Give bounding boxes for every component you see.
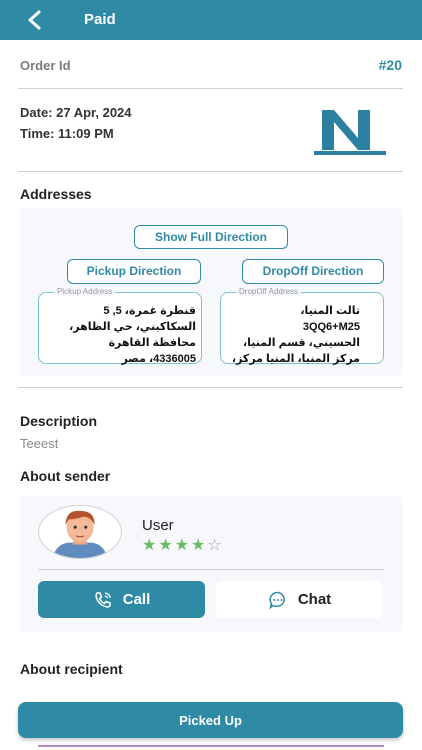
show-full-direction-button[interactable]: Show Full Direction	[134, 225, 288, 249]
sender-name: User	[142, 517, 174, 534]
addresses-heading: Addresses	[20, 186, 92, 202]
star-outline-icon: ☆	[207, 537, 224, 554]
call-button-label: Call	[122, 591, 151, 608]
sender-rating	[142, 535, 224, 555]
about-sender-heading: About sender	[20, 468, 111, 484]
order-id-label: Order Id	[20, 58, 71, 73]
pickup-direction-button[interactable]: Pickup Direction	[67, 259, 201, 284]
divider	[38, 569, 384, 570]
sender-avatar	[38, 505, 122, 559]
star-filled-icon: ★	[158, 537, 175, 554]
dropoff-address-label: DropOff Address	[236, 287, 301, 296]
order-id-value: #20	[378, 57, 402, 73]
company-logo	[300, 96, 400, 160]
dropoff-address-text: تالت المنيا، 3QQ6+M25 الحسيني، قسم المنيا، مركز المنيا، المنيا مركز،	[231, 305, 360, 365]
chat-bubble-icon	[268, 590, 288, 610]
chat-button-label: Chat	[297, 591, 332, 608]
chat-button[interactable]	[216, 581, 383, 618]
about-recipient-heading: About recipient	[20, 661, 123, 677]
bottom-divider	[38, 745, 384, 747]
dropoff-direction-button[interactable]: DropOff Direction	[242, 259, 384, 284]
description-value: Teeest	[20, 436, 59, 451]
picked-up-button[interactable]: Picked Up	[18, 702, 403, 738]
call-button[interactable]	[38, 581, 205, 618]
star-filled-icon: ★	[174, 537, 192, 554]
order-id-row	[0, 54, 422, 78]
divider	[18, 88, 403, 89]
phone-icon	[93, 590, 113, 610]
order-date: Date: 27 Apr, 2024	[20, 105, 132, 120]
order-time: Time: 11:09 PM	[20, 126, 114, 141]
pickup-address-text: قنطرة غمرة، 5, 5 السكاكيني، حي الظاهر، محافظة القاهرة 4336005، مصر	[69, 305, 196, 365]
top-app-bar	[0, 0, 422, 40]
pickup-address-label: Pickup Address	[54, 287, 115, 296]
description-heading: Description	[20, 413, 98, 429]
star-filled-icon: ★	[191, 537, 208, 554]
divider	[18, 387, 403, 388]
star-filled-icon: ★	[142, 537, 159, 554]
divider	[18, 171, 403, 172]
page-title: Paid	[84, 11, 116, 28]
back-arrow-icon[interactable]	[24, 8, 46, 32]
